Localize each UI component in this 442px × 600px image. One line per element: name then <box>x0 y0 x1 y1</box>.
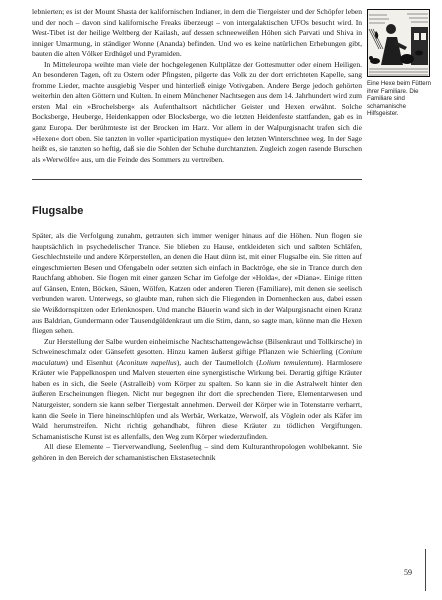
section-heading: Flugsalbe <box>32 205 84 218</box>
text-run: ) und Eisenhut ( <box>65 357 119 367</box>
page-number-rule <box>425 549 426 591</box>
figure-caption: Eine Hexe beim Füttern ihrer Familiare. Die Familiare sind schamanische Hilfsgeister. <box>367 80 432 118</box>
latin-name: Lolium temulentum <box>258 357 319 367</box>
paragraph <box>32 337 362 442</box>
main-text-column <box>32 7 362 463</box>
text-run: ), auch der Taumellolch ( <box>176 357 259 367</box>
latin-name: Conium maculatum <box>32 347 362 367</box>
text-run: Zur Herstellung der Salbe wurden einheimische Nachtschattengewächse (Bilsenkraut und Tollkirsche) in Schweineschmalz oder Gänsefett gesotten. Hinzu kamen äußerst giftige Pflanzen wie Schierling ( <box>32 336 362 357</box>
latin-name: Aconitum napellus <box>118 357 177 367</box>
paragraph: lebnierten; es ist der Mount Shasta der kalifornischen Indianer, in dem die Tiergeister und der Schöpfer leben und der noch – davon sind kalifornische Freaks überzeugt – von intergalaktischen UFOs besucht wird. In West-Tibet ist der heilige Weltberg der Kailash, auf dessen schneeweißen Höhen sich Parvati und Shiva in inniger Umarmung, in ständiger Wonne (Ananda) befinden. Und wo es keine natürlichen Erhebungen gibt, bauten die alten Völker Erdhügel und Pyramiden. <box>32 7 362 59</box>
text-run: ). Harmlosere Kräuter wie Pappelknospen und Malven steuerten eine synergistische Wirkung bei. Derartig giftige Kräuter haben es in sich, die Seele (Astralleib) vom Körper zu spalten. So kann sie in die Astralwelt hinter den äußeren Erscheinungen fliegen. Nicht nur begegnen ihr dort die sprechenden Tiere, Elementarwesen und Naturgeister, sondern sie kann selber Tiergestalt annehmen. Derweil der Körper wie in Totenstarre verharrt, kann die Seele in Tiere hineinschlüpfen und als Werbär, Werkatze, Werwolf, als Vöglein oder als Käfer im Wald herumstreifen. Nicht richtig gehandhabt, führen diese Kräuter zu tödlichen Vergiftungen. Schamanistische Kunst ist es allenfalls, den Weg zum Körper wiederzufinden. <box>32 357 362 441</box>
paragraph: In Mitteleuropa weihte man viele der hochgelegenen Kultplätze der Gottesmutter oder einem Heiligen. An besonderen Tagen, oft zu Ostern oder Pfingsten, pilgerte das Volk zu der dort errichteten Kapelle, sang fromme Lieder, machte ausgiebig Vesper und hinterließ einige Votivgaben. Andere Berge jedoch gehörten weiterhin den alten Göttern und Kulten. In einem Münchener Nachtsegen aus dem 14. Jahrhundert wird zum ersten Mal ein »Brochelsberg« als Aufenthaltsort nächtlicher Geister und Hexen erwähnt. Solche Bocksberge, Heuberge, Heidenkappen oder Blocksberge, wo die letzten Heidenfeste stattfanden, gab es in ganz Europa. Der berühmteste ist der Brocken im Harz. Vor allem in der Walpurgisnacht trafen sich die »Hexen« dort oben. Sie tanzten in voller »participation mystique« den letzten Winterschnee weg. In der Sage heißt es, sie tanzten so heftig, daß sie die Sohlen der Schuhe durchtanzten. Zugleich zogen rasende Burschen als »Werwölfe« aus, um die Feinde des Sommers zu vertreiben. <box>32 59 362 164</box>
paragraph: All diese Elemente – Tierverwandlung, Seelenflug – sind dem Kulturanthropologen wohlbekannt. Sie gehören in den Bereich der schamanistischen Ekstasetechnik <box>32 442 362 462</box>
page-number: 59 <box>404 568 412 577</box>
woodcut-witch-illustration <box>367 9 430 77</box>
section-divider <box>32 179 362 180</box>
paragraph: Später, als die Verfolgung zunahm, getrauten sich immer weniger hinaus auf die Höhen. Nun flogen sie hauptsächlich in psychedelischer Trance. Sie blieben zu Hause, entkleideten sich und salbten Schläfen, Geschlechtsteile und andere Körperstellen, an denen die Haut dünn ist, mit einer Flugsalbe ein. Sie ritten auf eingeschmierten Besen und Ofengabeln oder setzten sich einfach in Backtröge, ehe sie in Trance durch den Rauchfang abhoben. Sie flogen mit einer ganzen Schar im Gefolge der »Holda«, der »Diana«. Einige ritten auf Gänsen, Enten, Böcken, Säuen, Wölfen, Katzen oder anderen Tieren (Familiare), mit denen sie seelisch verbunden waren. Unterwegs, so glaubte man, ruhen sich die Fliegenden in Dornenhecken aus, dabei essen sie Weißdornspitzen oder Erlenknospen. Und manche Bäuerin wand sich in der Walpurgisnacht einen Kranz aus Baldrian, Gundermann oder Tausendgüldenkraut um die Stirn, dann, so sagte man, könne man die Hexen fliegen sehen. <box>32 231 362 336</box>
